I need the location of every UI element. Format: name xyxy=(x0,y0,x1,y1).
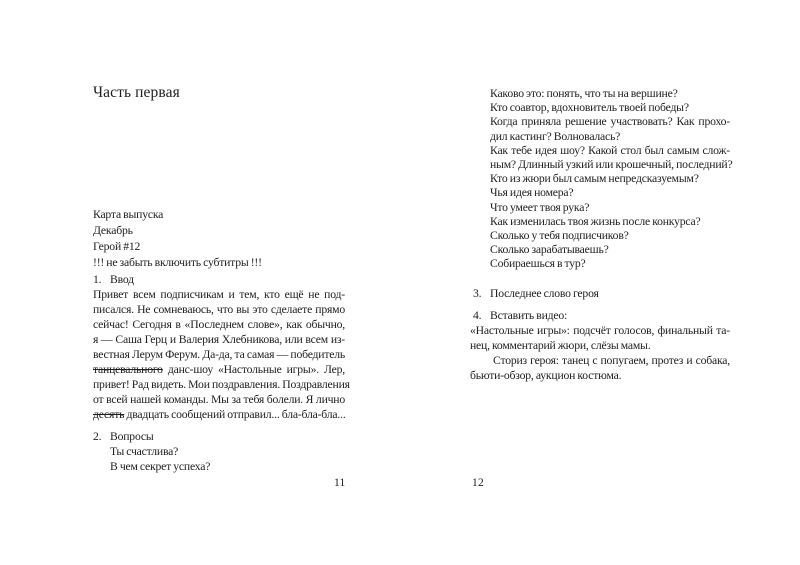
section-4-heading xyxy=(473,308,730,323)
question-line: Каково это: понять, что ты на вершине? xyxy=(490,87,678,100)
episode-meta-block xyxy=(93,207,345,271)
paragraph-line: писался. Не сомневаюсь, что вы это сделаете прямо xyxy=(93,303,345,316)
question-line: Собираешься в тур? xyxy=(490,257,586,271)
meta-line: Герой #12 xyxy=(93,240,141,253)
meta-line: Карта выпуска xyxy=(93,208,164,221)
question-line: Как тебе идея шоу? Какой стол был самым слож- xyxy=(490,143,730,157)
question-line: Кто соавтор, вдохновитель твоей победы? xyxy=(490,101,689,115)
question-line: Чья идея номера? xyxy=(490,186,574,200)
section-4-paragraph xyxy=(470,323,730,383)
paragraph-line: Привет всем подписчикам и тем, кто ещё не под- xyxy=(93,288,345,301)
section-3-heading xyxy=(473,286,730,301)
struck-text: десять xyxy=(93,408,125,421)
question-line: Что умеет твоя рука? xyxy=(490,200,590,214)
question-line: Как изменилась твоя жизнь после конкурса? xyxy=(490,214,701,228)
section-number: 1. xyxy=(93,273,102,286)
section-number: 4. xyxy=(473,309,482,322)
page-number-right: 12 xyxy=(472,477,484,489)
paragraph-line: нец, комментарий жюри, слёзы мамы. xyxy=(470,339,651,352)
question-line: Кто из жюри был самым непредсказуемым? xyxy=(490,172,699,186)
question-line: Когда приняла решение участвовать? Как прохо- xyxy=(490,115,730,129)
section-title: Последнее слово героя xyxy=(490,287,599,300)
question-line: Сколько у тебя подписчиков? xyxy=(490,228,629,242)
page-number-left: 11 xyxy=(334,477,346,489)
meta-line: Декабрь xyxy=(93,224,133,237)
paragraph-line: «Настольные игры»: подсчёт голосов, финальный та- xyxy=(470,324,730,337)
questions-list xyxy=(490,87,733,271)
paragraph-line: танцевального данс-шоу «Настольные игры». Лер, xyxy=(93,363,345,376)
section-number: 3. xyxy=(473,287,482,300)
paragraph-line: привет! Рад видеть. Мои поздравления. Поздравления xyxy=(93,378,350,391)
section-title: Вставить видео: xyxy=(490,309,568,322)
question-line: дил кастинг? Волновалась? xyxy=(490,129,621,143)
section-1-heading xyxy=(93,272,345,287)
paragraph-line: вестная Лерум Ферум. Да-да, та самая — победитель xyxy=(93,348,345,361)
paragraph-line: сейчас! Сегодня в «Последнем слове», как обычно, xyxy=(93,318,345,331)
section-number: 2. xyxy=(93,430,102,443)
paragraph-line: от всей нашей команды. Мы за тебя болели. Я лично xyxy=(93,393,345,406)
paragraph-line: десять двадцать сообщений отправил... бла-бла-бла... xyxy=(93,408,346,421)
paragraph-line: я — Саша Герц и Валерия Хлебникова, или всем из- xyxy=(93,333,345,346)
struck-text: танцевального xyxy=(93,363,163,376)
section-title: Ввод xyxy=(110,273,134,286)
paragraph-line: бьюти-обзор, аукцион костюма. xyxy=(470,369,622,382)
paragraph-line: Сториз героя: танец с попугаем, протез и собака, xyxy=(493,354,730,367)
question-line: Ты счастлива? xyxy=(110,445,179,458)
chapter-heading: Часть первая xyxy=(93,84,180,101)
question-line: ным? Длинный узкий или крошечный, последний? xyxy=(490,157,733,171)
section-1-paragraph xyxy=(93,287,350,422)
question-line: Сколько зарабатываешь? xyxy=(490,243,609,257)
section-2 xyxy=(93,429,345,474)
meta-line: !!! не забыть включить субтитры !!! xyxy=(93,256,262,269)
question-line: В чем секрет успеха? xyxy=(110,460,211,473)
section-2-heading xyxy=(93,429,345,444)
section-title: Вопросы xyxy=(110,430,154,443)
